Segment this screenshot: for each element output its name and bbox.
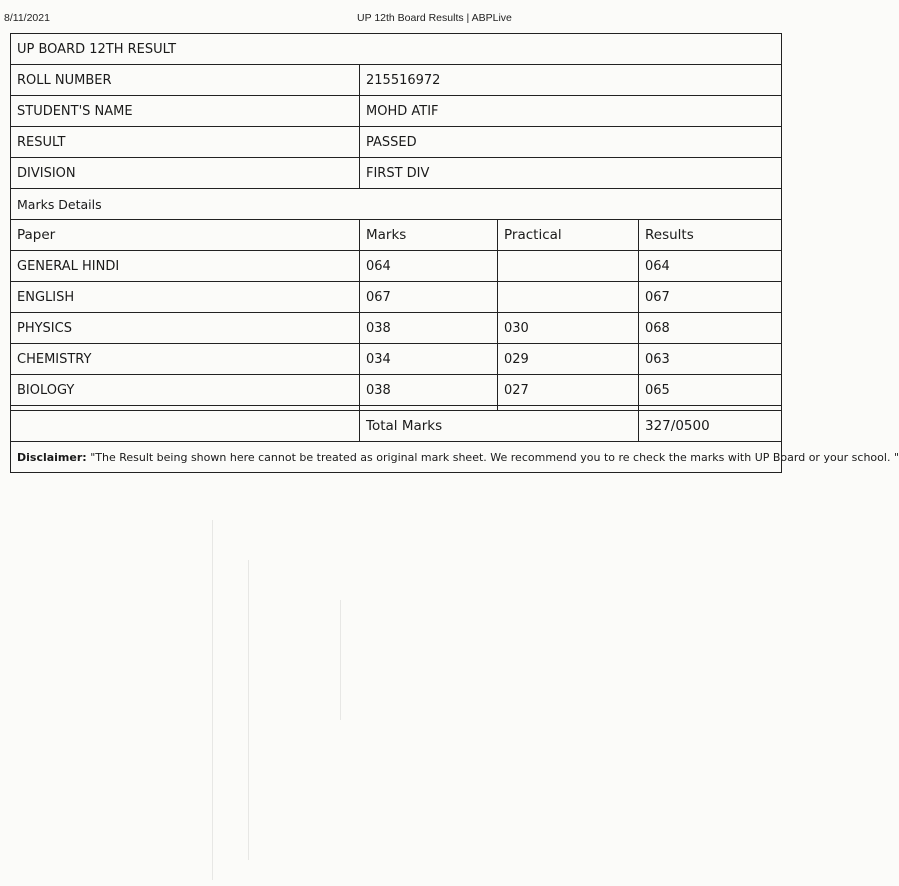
info-label: DIVISION	[11, 158, 360, 189]
result-cell: 068	[639, 313, 782, 344]
total-marks-value: 327/0500	[639, 411, 782, 442]
marks-cell: 067	[360, 282, 498, 313]
marks-cell: 038	[360, 375, 498, 406]
info-row-roll-number	[11, 65, 782, 96]
marks-cell: 064	[360, 251, 498, 282]
marks-header-row	[11, 220, 782, 251]
total-empty-cell	[11, 411, 360, 442]
column-header-marks: Marks	[360, 220, 498, 251]
info-value: PASSED	[360, 127, 782, 158]
table-row	[11, 375, 782, 406]
practical-cell: 030	[498, 313, 639, 344]
practical-cell: 027	[498, 375, 639, 406]
board-title: UP BOARD 12TH RESULT	[11, 34, 782, 65]
column-header-paper: Paper	[11, 220, 360, 251]
info-value: 215516972	[360, 65, 782, 96]
scan-artifact	[340, 600, 341, 720]
practical-cell	[498, 251, 639, 282]
info-row-result	[11, 127, 782, 158]
column-header-results: Results	[639, 220, 782, 251]
print-title: UP 12th Board Results | ABPLive	[357, 12, 512, 24]
info-row-division	[11, 158, 782, 189]
board-title-row	[11, 34, 782, 65]
total-row	[11, 411, 782, 442]
table-row	[11, 313, 782, 344]
table-row	[11, 344, 782, 375]
info-label: ROLL NUMBER	[11, 65, 360, 96]
table-row	[11, 282, 782, 313]
info-label: RESULT	[11, 127, 360, 158]
result-cell: 064	[639, 251, 782, 282]
total-marks-label: Total Marks	[360, 411, 639, 442]
result-cell: 067	[639, 282, 782, 313]
info-label: STUDENT'S NAME	[11, 96, 360, 127]
column-header-practical: Practical	[498, 220, 639, 251]
info-value: FIRST DIV	[360, 158, 782, 189]
disclaimer-text: "The Result being shown here cannot be treated as original mark sheet. We recommend you to re check the marks with UP Board or your school. "	[90, 450, 899, 464]
print-date: 8/11/2021	[4, 12, 50, 24]
paper-cell: GENERAL HINDI	[11, 251, 360, 282]
practical-cell: 029	[498, 344, 639, 375]
disclaimer-label: Disclaimer:	[17, 450, 87, 464]
disclaimer	[11, 442, 899, 473]
result-cell: 065	[639, 375, 782, 406]
paper-cell: ENGLISH	[11, 282, 360, 313]
marks-section-row	[11, 189, 782, 220]
scan-artifact	[248, 560, 249, 860]
info-value: MOHD ATIF	[360, 96, 782, 127]
scan-artifact	[212, 520, 213, 880]
paper-cell: CHEMISTRY	[11, 344, 360, 375]
paper-cell: PHYSICS	[11, 313, 360, 344]
marks-cell: 034	[360, 344, 498, 375]
marks-cell: 038	[360, 313, 498, 344]
practical-cell	[498, 282, 639, 313]
disclaimer-row	[11, 442, 782, 473]
marks-section-title: Marks Details	[11, 189, 782, 220]
info-row-student-name	[11, 96, 782, 127]
result-cell: 063	[639, 344, 782, 375]
paper-cell: BIOLOGY	[11, 375, 360, 406]
table-row	[11, 251, 782, 282]
print-header	[0, 12, 806, 28]
result-table	[10, 33, 899, 473]
